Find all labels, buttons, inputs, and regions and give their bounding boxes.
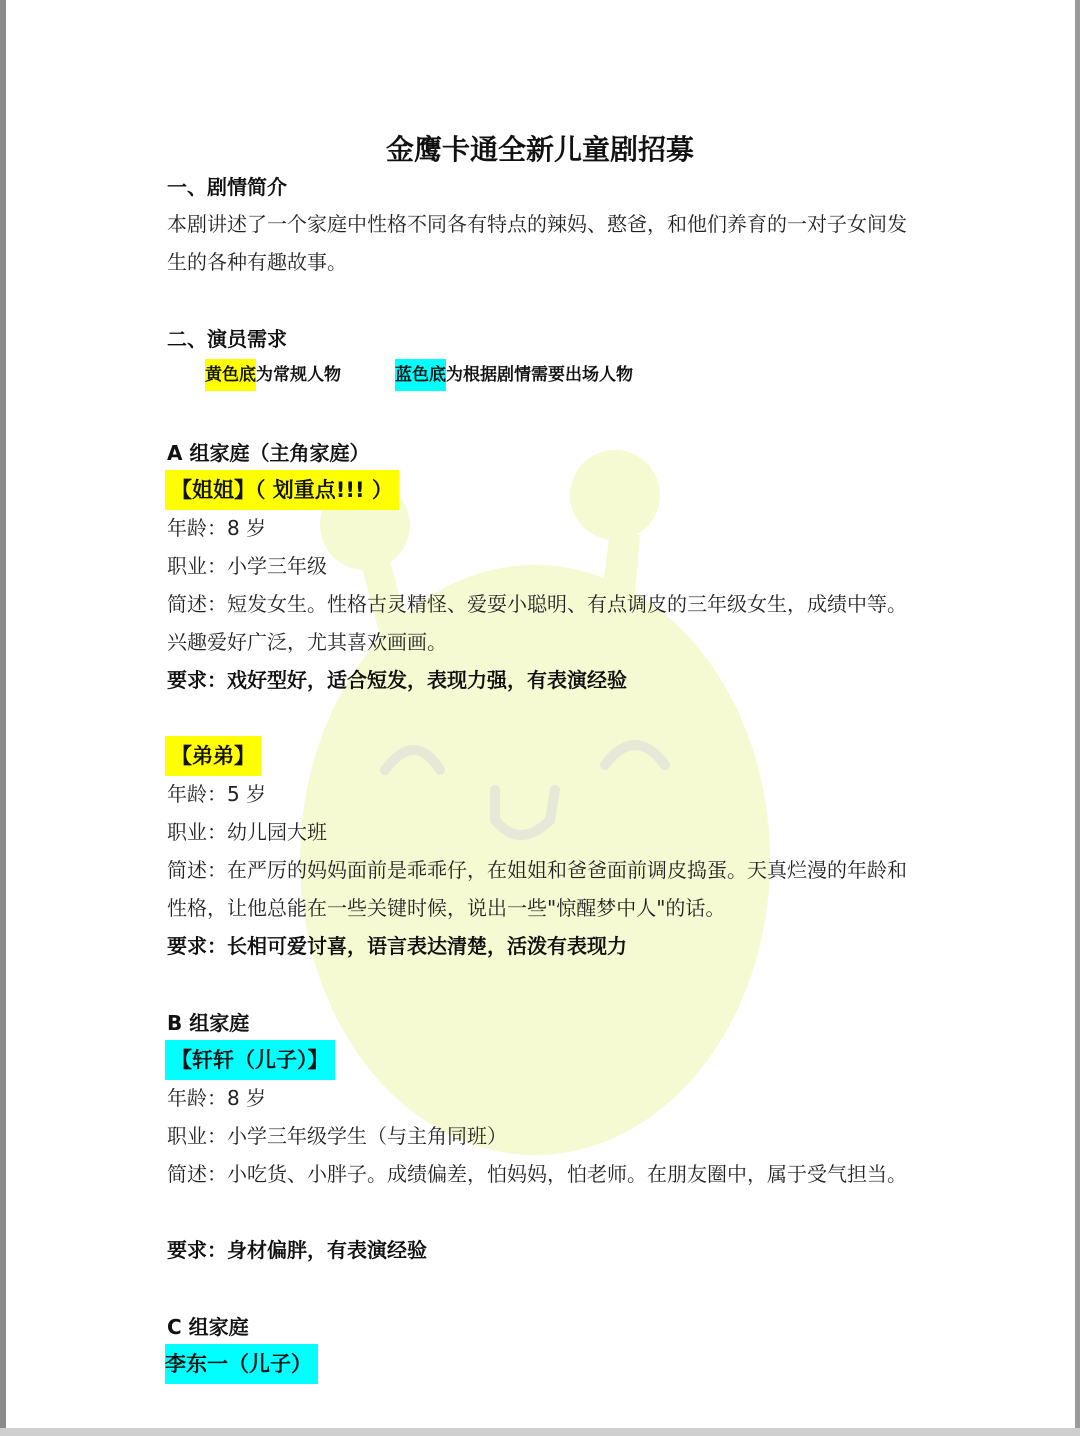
role-xuanxuan-req: 要求：身材偏胖，有表演经验: [167, 1238, 427, 1262]
section1-heading: 一、剧情简介: [167, 175, 287, 199]
role-brother-tag: 【弟弟】: [165, 736, 261, 776]
page-left-edge: [0, 0, 6, 1436]
role-xuanxuan-job: 职业：小学三年级学生（与主角同班）: [167, 1124, 507, 1148]
role-lidongyi-tag: 李东一（儿子）: [165, 1344, 318, 1384]
legend-yellow: [205, 356, 341, 394]
group-c-heading: C 组家庭: [167, 1315, 249, 1339]
legend-yellow-swatch: 黄色底: [205, 359, 256, 391]
legend-cyan: [395, 356, 633, 394]
page-bottom-edge: [0, 1428, 1080, 1436]
role-brother-desc: 简述：在严厉的妈妈面前是乖乖仔，在姐姐和爸爸面前调皮捣蛋。天真烂漫的年龄和性格，让他总能在一些关键时候，说出一些"惊醒梦中人"的话。: [167, 858, 907, 920]
legend-cyan-text: 为根据剧情需要出场人物: [446, 365, 633, 385]
legend-cyan-swatch: 蓝色底: [395, 359, 446, 391]
role-sister-age: 年龄：8 岁: [167, 516, 267, 540]
mascot-watermark: [290, 440, 790, 1160]
role-sister-desc: 简述：短发女生。性格古灵精怪、爱耍小聪明、有点调皮的三年级女生，成绩中等。兴趣爱好广泛，尤其喜欢画画。: [167, 592, 907, 654]
role-sister: [167, 470, 399, 510]
role-brother-job: 职业：幼儿园大班: [167, 820, 327, 844]
page-right-edge: [1075, 0, 1080, 1436]
role-sister-tag: 【姐姐】（ 划重点!!! ）: [165, 470, 399, 510]
document-title: 金鹰卡通全新儿童剧招募: [385, 133, 694, 166]
group-a-heading: A 组家庭（主角家庭）: [167, 441, 370, 465]
role-xuanxuan-desc: 简述：小吃货、小胖子。成绩偏差，怕妈妈，怕老师。在朋友圈中，属于受气担当。: [167, 1162, 907, 1186]
role-xuanxuan-tag: 【轩轩（儿子）】: [165, 1040, 335, 1080]
legend-yellow-text: 为常规人物: [256, 365, 341, 385]
role-brother: [167, 736, 261, 776]
role-sister-job: 职业：小学三年级: [167, 554, 327, 578]
role-xuanxuan-age: 年龄：8 岁: [167, 1086, 267, 1110]
role-brother-req: 要求：长相可爱讨喜，语言表达清楚，活泼有表现力: [167, 934, 627, 958]
role-lidongyi: [167, 1344, 318, 1384]
role-xuanxuan: [167, 1040, 335, 1080]
role-sister-req: 要求：戏好型好，适合短发，表现力强，有表演经验: [167, 668, 627, 692]
plot-summary: 本剧讲述了一个家庭中性格不同各有特点的辣妈、憨爸，和他们养育的一对子女间发生的各种有趣故事。: [167, 212, 907, 274]
group-b-heading: B 组家庭: [167, 1011, 250, 1035]
section2-heading: 二、演员需求: [167, 327, 287, 351]
role-brother-age: 年龄：5 岁: [167, 782, 267, 806]
